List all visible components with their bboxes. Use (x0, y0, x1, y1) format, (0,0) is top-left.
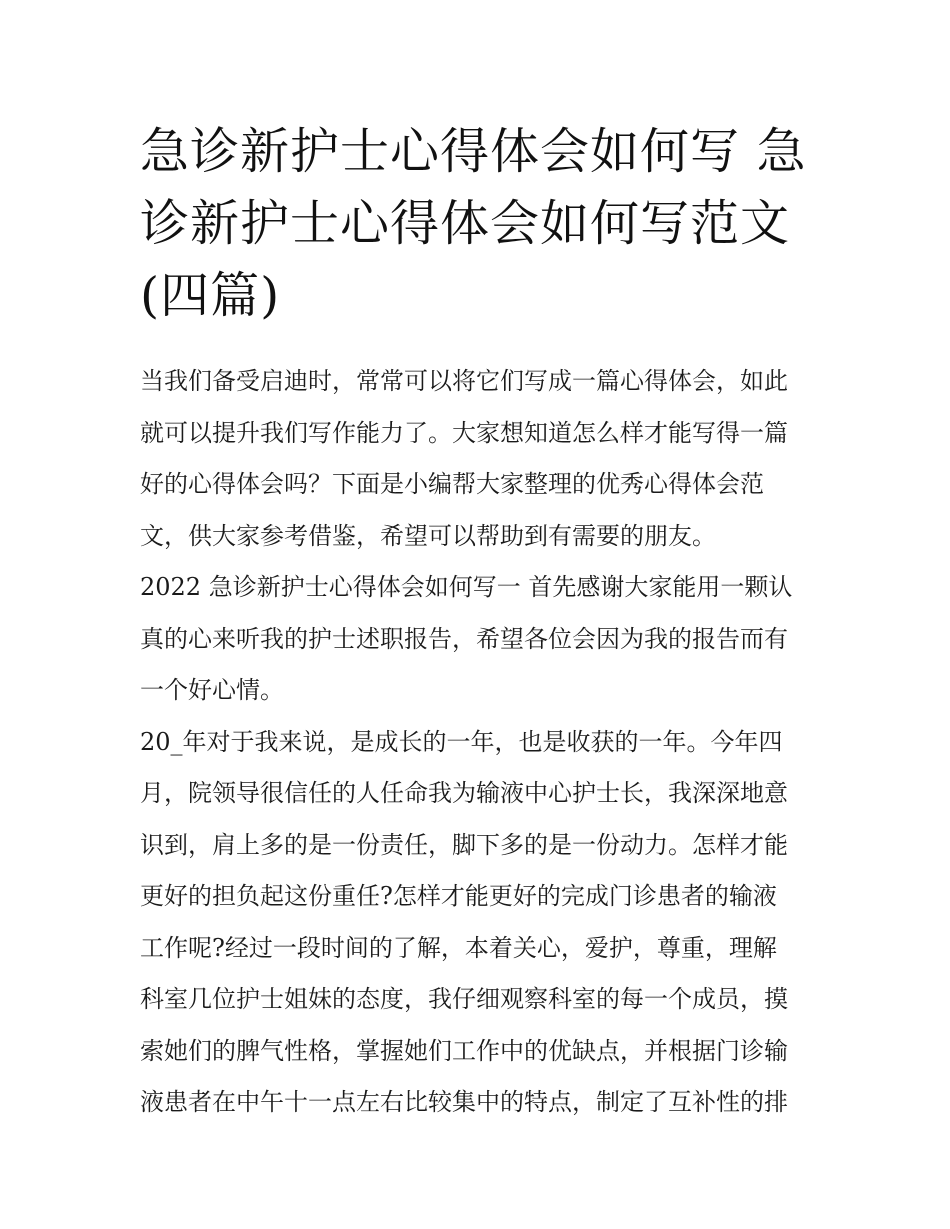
body-line: 索她们的脾气性格，掌握她们工作中的优缺点，并根据门诊输 (140, 1036, 788, 1065)
body-line: 更好的担负起这份重任?怎样才能更好的完成门诊患者的输液 (140, 882, 777, 910)
body-line: 当我们备受启迪时，常常可以将它们写成一篇心得体会，如此 (140, 367, 788, 395)
body-line: 一个好心情。 (140, 676, 284, 704)
body-line: 真的心来听我的护士述职报告，希望各位会因为我的报告而有 (140, 624, 788, 653)
title-line: 急诊新护士心得体会如何写 急 (140, 123, 807, 180)
title-line: 诊新护士心得体会如何写范文 (140, 195, 791, 252)
body-line: 工作呢?经过一段时间的了解，本着关心，爱护，尊重，理解 (140, 933, 777, 962)
body-line: 文，供大家参考借鉴，希望可以帮助到有需要的朋友。 (140, 521, 716, 550)
body-line: 就可以提升我们写作能力了。大家想知道怎么样才能写得一篇 (140, 418, 788, 447)
body-line: 2022 急诊新护士心得体会如何写一 首先感谢大家能用一颗认 (140, 573, 793, 601)
document-title (140, 116, 820, 332)
title-line: (四篇) (140, 267, 281, 324)
body-line: 好的心得体会吗？下面是小编帮大家整理的优秀心得体会范 (140, 470, 764, 498)
document-body (140, 356, 830, 1129)
body-line: 20_年对于我来说，是成长的一年，也是收获的一年。今年四 (140, 727, 783, 756)
body-line: 月，院领导很信任的人任命我为输液中心护士长，我深深地意 (140, 779, 788, 807)
body-line: 液患者在中午十一点左右比较集中的特点，制定了互补性的排 (140, 1088, 788, 1116)
body-line: 识到，肩上多的是一份责任，脚下多的是一份动力。怎样才能 (140, 830, 788, 859)
body-line: 科室几位护士姐妹的态度，我仔细观察科室的每一个成员，摸 (140, 985, 788, 1013)
